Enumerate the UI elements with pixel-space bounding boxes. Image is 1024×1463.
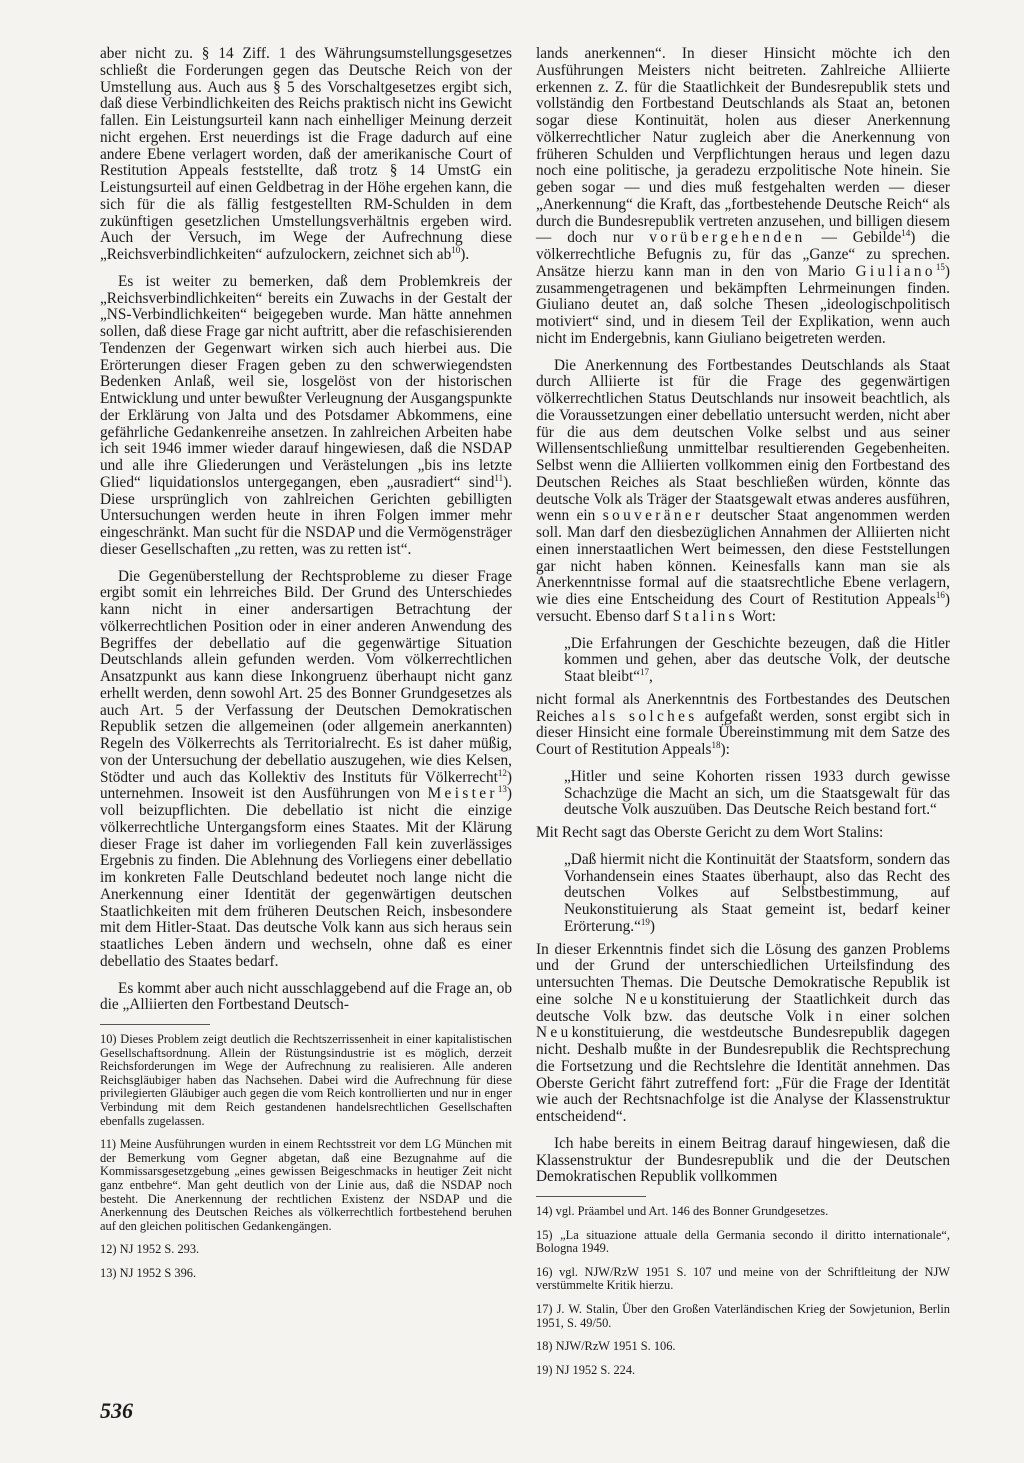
paragraph: In dieser Erkenntnis findet sich die Lösung des ganzen Problems und der Grund der unterschiedlichen Urteilsfindung des untersuchten Themas. Die Deutsche Demokratische Republik ist eine solche Neukonstituierung der Staatlichkeit durch das deutsche Volk bzw. das deutsche Volk in einer solchen Neukonstituierung, die westdeutsche Bundesrepublik dagegen nicht. Deshalb mußte in der Bundesrepublik die Rechtsprechung die Fortsetzung und die Rechtslehre die Identität annehmen. Das Oberste Gericht fährt zutreffend fort: „Für die Frage der Identität wie auch der Rechtsnachfolge ist die Analyse der Klassenstruktur entscheidend“. bbox=[536, 940, 950, 1125]
footnote-ref: 14 bbox=[901, 228, 911, 239]
page-number: 536 bbox=[100, 1398, 133, 1423]
footnote-ref: 15 bbox=[935, 261, 945, 272]
paragraph: Die Anerkennung des Fortbestandes Deutschlands als Staat durch Alliierte ist für die Frage des gegenwärtigen völkerrechtlichen Status Deutschlands nur insoweit beachtlich, als die Voraussetzungen einer debellatio untersucht werden, nicht aber für die aus dem deutschen Volke selbst und aus seiner Willensentschließung unmittelbar resultierenden Gegebenheiten. Selbst wenn die Alliierten vollkommen einig den Fortbestand des Deutschen Reiches als Staat beschließen würden, könnte das deutsche Volk als Träger der Staatsgewalt etwas anderes ausführen, wenn ein souveräner deutscher Staat angenommen werden soll. Man darf den diesbezüglichen Annahmen der Alliierten nicht einen innerstaatlichen Wert beimessen, den diese Feststellungen gar nicht haben können. Keinesfalls kann man sie als Anerkenntnisse formal auf die staatsrechtliche Ebene verlagern, wie dies eine Entscheidung des Court of Restitution Appeals$^{16}$) versucht. Ebenso darf Stalins Wort: bbox=[536, 356, 950, 625]
footnote: 14) vgl. Präambel und Art. 146 des Bonner Grundgesetzes. bbox=[536, 1204, 829, 1218]
paragraph: Es kommt aber auch nicht ausschlaggebend auf die Frage an, ob die „Alliierten den Fortbestand Deutsch- bbox=[100, 979, 512, 1014]
paragraph: nicht formal als Anerkenntnis des Fortbestandes des Deutschen Reiches als solches aufgefaßt werden, sonst ergibt sich in dieser Hinsicht eine formale Übereinstimmung mit dem Satze des Court of Restitution Appeals$^{18}$): bbox=[536, 690, 950, 758]
footnote: 15) „La situazione attuale della Germania secondo il diritto internationale“, Bologna 1949. bbox=[536, 1227, 950, 1256]
footnote-divider bbox=[536, 1196, 646, 1197]
paragraph: Mit Recht sagt das Oberste Gericht zu dem Wort Stalins: bbox=[536, 824, 884, 841]
paragraph: Es ist weiter zu bemerken, daß dem Problemkreis der „Reichsverbindlichkeiten“ bereits ein Zuwachs in der Gestalt der „NS-Verbindlichkeiten“ beigegeben wurde. Man hätte annehmen sollen, daß diese Frage gar nicht auftritt, aber die refaschisierenden Tendenzen der Gegenwart wirken sich auch hierbei aus. Die Erörterungen dieser Fragen geben zu den schwerwiegendsten Bedenken Anlaß, weil sie, losgelöst von der historischen Entwicklung und unter bewußter Verleugnung der Ausgangspunkte der Erklärung von Jalta und des Potsdamer Abkommens, eine gefährliche Gedankenreihe ansetzen. In zahlreichen Arbeiten habe ich seit 1946 immer wieder darauf hingewiesen, daß die NSDAP und alle ihre Gliederungen und Verästelungen „bis ins letzte Glied“ liquidationslos untergegangen, eben „ausradiert“ sind$^{11}$). Diese ursprünglich von zahlreichen Gerichten gebilligten Untersuchungen werden heute in ihren Folgen immer mehr eingeschränkt. Man sucht für die NSDAP und die Vermögensträger dieser Gesellschaften „zu retten, was zu retten ist“. bbox=[100, 272, 512, 558]
footnote-ref: 19 bbox=[640, 916, 650, 927]
footnote-ref: 11 bbox=[494, 472, 504, 483]
paragraph: lands anerkennen“. In dieser Hinsicht möchte ich den Ausführungen Meisters nicht beitreten. Zahlreiche Alliierte erkennen z. Z. für die Staatlichkeit der Bundesrepublik stets und vollständig den Fortbestand Deutschlands als Staat an, betonen sogar diese Kontinuität, holen aus dieser Anerkennung völkerrechtlicher Natur zugleich aber die Anerkennung von früheren Schulden und Verpflichtungen heraus und legen dazu noch eine politische, ja geradezu erzpolitische Note hinein. Sie geben sogar — und dies muß festgehalten werden — dieser „Anerkennung“ die Kraft, das „fortbestehende Deutsche Reich“ als durch die Bundesrepublik vertreten anzusehen, und billigen diesem — doch nur vorübergehenden — Gebilde$^{14}$) die völkerrechtliche Befugnis zu, für das „Ganze“ zu sprechen. Ansätze hierzu kann man in den von Mario Giuliano$^{15}$) zusammengetragenen und bekämpften Lehrmeinungen finden. Giuliano deutet an, daß solche Thesen „ideologischpolitisch motiviert“ sind, und in diesem Teil der Explikation, wenn auch nicht im Endergebnis, kann Giuliano beigetreten werden. bbox=[536, 45, 951, 347]
footnote: 10) Dieses Problem zeigt deutlich die Rechtszerrissenheit in einer kapitalistischen Gesellschaftsordnung. Allein der Rüstungsindustrie ist es möglich, derzeit Reichsforderungen im Wege der Aufrechnung zu realisieren. Alle anderen Reichsgläubiger haben das Nachsehen. Dabei wird die Aufrechnung für diese privilegierten Gläubiger auch gegen die vom Reich kontrollierten und nur in enger Verbindung mit dem Reich gestandenen handelsrechtlichen Gesellschaften ebenfalls zugelassen. bbox=[100, 1032, 512, 1128]
quote: „Die Erfahrungen der Geschichte bezeugen, daß die Hitler kommen und gehen, aber das deutsche Volk, der deutsche Staat bleibt“$^{17}$, bbox=[564, 634, 950, 685]
footnote-ref: 18 bbox=[711, 739, 721, 750]
paragraph: Ich habe bereits in einem Beitrag darauf hingewiesen, daß die Klassenstruktur der Bundesrepublik und die der Deutschen Demokratischen Republik vollkommen bbox=[536, 1134, 950, 1186]
footnote: 16) vgl. NJW/RzW 1951 S. 107 und meine von der Schriftleitung der NJW verstümmelte Kritik hierzu. bbox=[536, 1264, 950, 1293]
footnote-ref: 16 bbox=[935, 589, 945, 600]
footnote-ref: 10 bbox=[451, 244, 461, 255]
footnote-divider bbox=[100, 1024, 210, 1025]
footnote-ref: 17 bbox=[640, 666, 650, 677]
footnote-ref: 13 bbox=[497, 784, 507, 795]
paragraph: aber nicht zu. § 14 Ziff. 1 des Währungsumstellungsgesetzes schließt die Forderungen gegen das Deutsche Reich von der Umstellung aus. Auch aus § 5 des Vorschaltgesetzes ergibt sich, daß diese Verbindlichkeiten des Reichs praktisch nicht ins Gewicht fallen. Ein Leistungsurteil kann nach einhelliger Meinung derzeit nicht ergehen. Erst neuerdings ist die Frage dadurch auf eine andere Ebene verlagert worden, daß der amerikanische Court of Restitution Appeals feststellte, daß trotz § 14 UmstG ein Leistungsurteil auf einen Geldbetrag in der Höhe ergehen kann, die sich für die als fällig festgestellten RM-Schulden in dem zukünftigen gesetzlichen Umstellungsverhältnis ergeben wird. Auch der Versuch, im Wege der Aufrechnung diese „Reichsverbindlichkeiten“ aufzulockern, zeichnet sich $ab^{10}$). bbox=[100, 45, 512, 263]
footnote: 18) NJW/RzW 1951 S. 106. bbox=[536, 1339, 676, 1354]
footnote: 12) NJ 1952 S. 293. bbox=[100, 1242, 200, 1257]
footnote: 13) NJ 1952 S 396. bbox=[100, 1265, 197, 1280]
footnote: 11) Meine Ausführungen wurden in einem Rechtsstreit vor dem LG München mit der Bemerkung vom Gegner abgetan, daß eine Bezugnahme auf die Kommissarsgesetzgebung „eines gewissen Beigeschmacks in heutiger Zeit nicht ganz entbehre“. Man geht deutlich von der Linie aus, daß die NSDAP noch besteht. Die Anerkennung der rechtlichen Existenz der NSDAP und die Anerkennung des Deutschen Reiches als völkerrechtlich fortbestehend beruhen auf den gleichen politischen Gedankengängen. bbox=[100, 1137, 512, 1233]
paragraph: Die Gegenüberstellung der Rechtsprobleme zu dieser Frage ergibt somit ein lehrreiches Bild. Der Grund des Unterschiedes kann nicht in einer andersartigen Betrachtung der völkerrechtlichen Position oder in einer anderen Anwendung des Begriffes der debellatio auf die gegenwärtige Situation Deutschlands allein gefunden werden. Vom völkerrechtlichen Ansatzpunkt aus kann diese Inkongruenz überhaupt nicht ganz erhellt werden, denn sowohl Art. 25 des Bonner Grundgesetzes als auch Art. 5 der Verfassung der Deutschen Demokratischen Republik setzen die allgemeinen (oder allgemein anerkannten) Regeln des Völkerrechts als Territorialrecht. Es ist daher müßig, von der Untersuchung der debellatio auszugehen, wie dies Kelsen, Stödter und auch das Kollektiv des Instituts für Völkerrecht$^{12}$) unternehmen. Insoweit ist den Ausführungen von Meister$^{13}$) voll beizupflichten. Die debellatio ist nicht die einzige völkerrechtliche Untergangsform eines Staates. Mit der Klärung dieser Frage ist daher im vorliegenden Fall kein zuverlässiges Ergebnis zu finden. Die Ablehnung des Vorliegens einer debellatio im konkreten Falle Deutschland bedeutet noch lange nicht die Anerkennung einer Identität der gegenwärtigen deutschen Staatlichkeiten mit dem früheren Deutschen Reich, insbesondere mit dem Hitler-Staat. Das deutsche Volk kann aus sich heraus sein staatliches Leben ändern und wechseln, ohne daß es einer debellatio des Staates bedarf. bbox=[100, 567, 512, 970]
quote: „Daß hiermit nicht die Kontinuität der Staatsform, sondern das Vorhandensein eines Staates überhaupt, also das Recht des deutschen Volkes auf Selbstbestimmung, auf Neukonstituierung als Staat gemeint ist, bedarf keiner Erörterung.“$^{19}$) bbox=[564, 850, 950, 935]
right-column bbox=[536, 46, 950, 1387]
footnote: 19) NJ 1952 S. 224. bbox=[536, 1362, 636, 1377]
footnote-ref: 12 bbox=[497, 767, 507, 778]
quote: „Hitler und seine Kohorten rissen 1933 durch gewisse Schachzüge die Macht an sich, um die Staatsgewalt für das deutsche Volk auszuüben. Das Deutsche Reich bestand fort.“ bbox=[564, 767, 950, 819]
footnote: 17) J. W. Stalin, Über den Großen Vaterländischen Krieg der Sowjetunion, Berlin 1951, S. 49/50. bbox=[536, 1301, 950, 1330]
left-column bbox=[100, 46, 512, 1291]
